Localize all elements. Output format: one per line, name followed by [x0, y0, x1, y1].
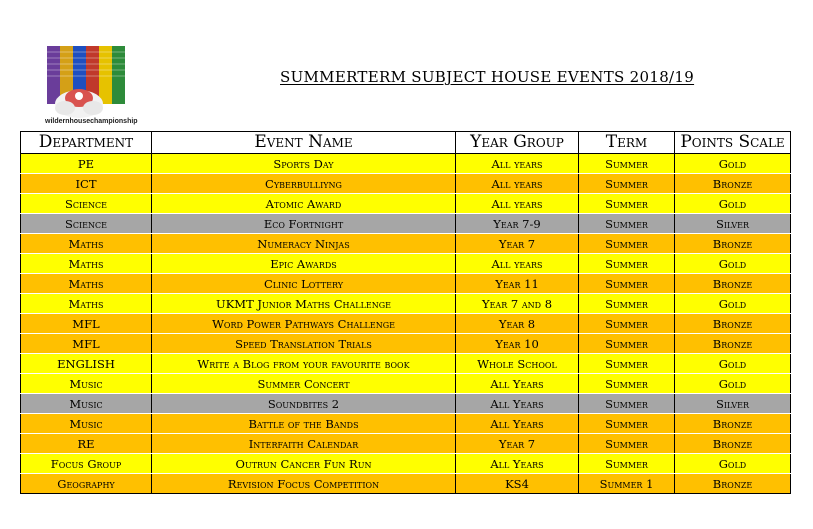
table-row	[21, 174, 791, 194]
department-cell: PE	[21, 154, 152, 174]
year-group-cell: All Years	[456, 414, 579, 434]
points-scale-cell: Bronze	[675, 274, 791, 294]
term-cell: Summer	[579, 254, 675, 274]
department-cell: ICT	[21, 174, 152, 194]
department-cell: Geography	[21, 474, 152, 494]
department-cell: Maths	[21, 254, 152, 274]
term-cell: Summer	[579, 194, 675, 214]
event-name-cell: Epic Awards	[152, 254, 456, 274]
department-cell: Maths	[21, 294, 152, 314]
points-scale-cell: Bronze	[675, 174, 791, 194]
table-row	[21, 394, 791, 414]
points-scale-cell: Gold	[675, 154, 791, 174]
event-name-cell: Clinic Lottery	[152, 274, 456, 294]
term-cell: Summer	[579, 434, 675, 454]
year-group-cell: Year 10	[456, 334, 579, 354]
table-row	[21, 454, 791, 474]
header-event-name: Event Name	[152, 132, 456, 154]
page-title: SUMMERTERM SUBJECT HOUSE EVENTS 2018/19	[280, 68, 695, 86]
event-name-cell: Outrun Cancer Fun Run	[152, 454, 456, 474]
year-group-cell: Year 7 and 8	[456, 294, 579, 314]
term-cell: Summer	[579, 294, 675, 314]
events-table	[20, 131, 791, 494]
points-scale-cell: Bronze	[675, 434, 791, 454]
department-cell: Science	[21, 194, 152, 214]
year-group-cell: All years	[456, 174, 579, 194]
department-cell: RE	[21, 434, 152, 454]
table-row	[21, 314, 791, 334]
event-name-cell: Write a Blog from your favourite book	[152, 354, 456, 374]
term-cell: Summer	[579, 274, 675, 294]
event-name-cell: Summer Concert	[152, 374, 456, 394]
year-group-cell: Whole School	[456, 354, 579, 374]
header-department: Department	[21, 132, 152, 154]
year-group-cell: All years	[456, 254, 579, 274]
event-name-cell: Revision Focus Competition	[152, 474, 456, 494]
year-group-cell: Year 7	[456, 434, 579, 454]
event-name-cell: Battle of the Bands	[152, 414, 456, 434]
department-cell: MFL	[21, 334, 152, 354]
logo-caption: wildernhousechampionship	[45, 118, 138, 125]
term-cell: Summer	[579, 214, 675, 234]
points-scale-cell: Bronze	[675, 314, 791, 334]
table-row	[21, 214, 791, 234]
house-banners-icon	[45, 46, 131, 118]
points-scale-cell: Bronze	[675, 334, 791, 354]
term-cell: Summer	[579, 374, 675, 394]
department-cell: MFL	[21, 314, 152, 334]
points-scale-cell: Gold	[675, 454, 791, 474]
term-cell: Summer	[579, 174, 675, 194]
table-row	[21, 434, 791, 454]
term-cell: Summer	[579, 154, 675, 174]
event-name-cell: Sports Day	[152, 154, 456, 174]
event-name-cell: Atomic Award	[152, 194, 456, 214]
department-cell: Maths	[21, 234, 152, 254]
points-scale-cell: Gold	[675, 194, 791, 214]
term-cell: Summer	[579, 314, 675, 334]
header-term: Term	[579, 132, 675, 154]
table-row	[21, 474, 791, 494]
event-name-cell: UKMT Junior Maths Challenge	[152, 294, 456, 314]
points-scale-cell: Bronze	[675, 474, 791, 494]
term-cell: Summer	[579, 394, 675, 414]
table-row	[21, 414, 791, 434]
header-row	[21, 132, 791, 154]
department-cell: Music	[21, 414, 152, 434]
points-scale-cell: Bronze	[675, 414, 791, 434]
event-name-cell: Interfaith Calendar	[152, 434, 456, 454]
event-name-cell: Word Power Pathways Challenge	[152, 314, 456, 334]
year-group-cell: Year 8	[456, 314, 579, 334]
department-cell: Music	[21, 394, 152, 414]
term-cell: Summer	[579, 354, 675, 374]
points-scale-cell: Gold	[675, 374, 791, 394]
event-name-cell: Cyberbulliyng	[152, 174, 456, 194]
department-cell: Music	[21, 374, 152, 394]
department-cell: Maths	[21, 274, 152, 294]
term-cell: Summer	[579, 454, 675, 474]
points-scale-cell: Silver	[675, 214, 791, 234]
event-name-cell: Eco Fortnight	[152, 214, 456, 234]
points-scale-cell: Gold	[675, 254, 791, 274]
event-name-cell: Numeracy Ninjas	[152, 234, 456, 254]
term-cell: Summer	[579, 234, 675, 254]
table-row	[21, 194, 791, 214]
year-group-cell: All years	[456, 154, 579, 174]
table-row	[21, 254, 791, 274]
department-cell: Focus Group	[21, 454, 152, 474]
table-row	[21, 354, 791, 374]
year-group-cell: All years	[456, 194, 579, 214]
points-scale-cell: Gold	[675, 294, 791, 314]
year-group-cell: All Years	[456, 394, 579, 414]
term-cell: Summer	[579, 334, 675, 354]
event-name-cell: Soundbites 2	[152, 394, 456, 414]
term-cell: Summer 1	[579, 474, 675, 494]
points-scale-cell: Bronze	[675, 234, 791, 254]
table-row	[21, 294, 791, 314]
points-scale-cell: Gold	[675, 354, 791, 374]
year-group-cell: Year 7	[456, 234, 579, 254]
header-year-group: Year Group	[456, 132, 579, 154]
header-points-scale: Points Scale	[675, 132, 791, 154]
term-cell: Summer	[579, 414, 675, 434]
year-group-cell: Year 7-9	[456, 214, 579, 234]
table-row	[21, 334, 791, 354]
year-group-cell: All Years	[456, 454, 579, 474]
department-cell: ENGLISH	[21, 354, 152, 374]
year-group-cell: Year 11	[456, 274, 579, 294]
house-championship-logo	[45, 46, 138, 130]
points-scale-cell: Silver	[675, 394, 791, 414]
department-cell: Science	[21, 214, 152, 234]
year-group-cell: KS4	[456, 474, 579, 494]
table-row	[21, 234, 791, 254]
event-name-cell: Speed Translation Trials	[152, 334, 456, 354]
table-row	[21, 374, 791, 394]
year-group-cell: All Years	[456, 374, 579, 394]
table-row	[21, 274, 791, 294]
table-row	[21, 154, 791, 174]
